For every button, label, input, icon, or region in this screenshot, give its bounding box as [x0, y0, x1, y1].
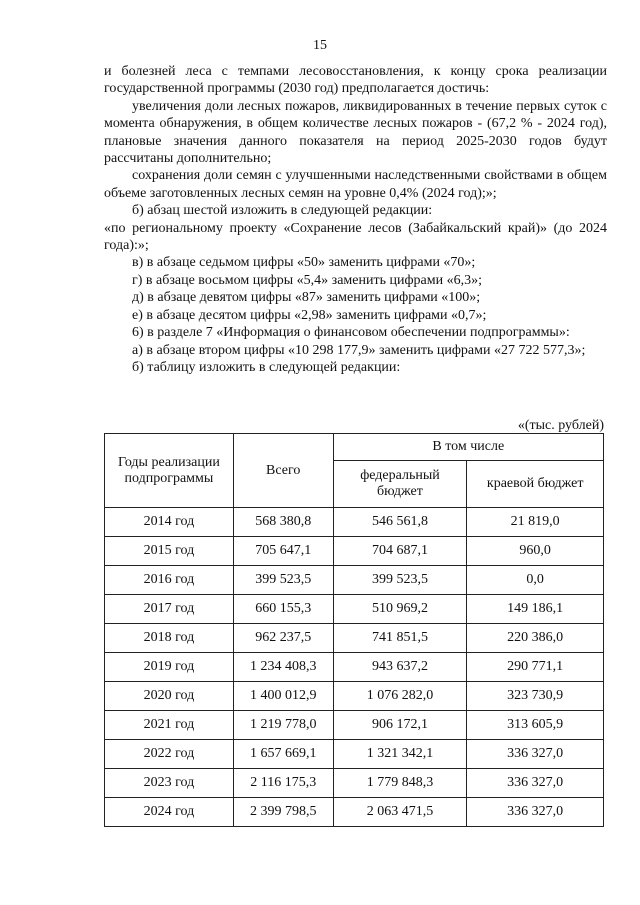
cell-total: 962 237,5 [233, 624, 333, 653]
cell-total: 2 116 175,3 [233, 769, 333, 798]
cell-total: 1 234 408,3 [233, 653, 333, 682]
paragraph: сохранения доли семян с улучшенными наследственными свойствами в общем объеме заготовленных лесных семян на уровне 0,4% (2024 год);»; [104, 168, 607, 201]
table-row [105, 740, 604, 769]
cell-year: 2024 год [105, 798, 234, 827]
cell-regional: 313 605,9 [467, 711, 604, 740]
cell-year: 2021 год [105, 711, 234, 740]
cell-regional: 149 186,1 [467, 595, 604, 624]
cell-regional: 336 327,0 [467, 798, 604, 827]
table-row [105, 537, 604, 566]
table-body [105, 508, 604, 827]
paragraph: а) в абзаце втором цифры «10 298 177,9» заменить цифрами «27 722 577,3»; [132, 342, 586, 358]
cell-year: 2015 год [105, 537, 234, 566]
table-row [105, 508, 604, 537]
cell-year: 2018 год [105, 624, 234, 653]
cell-federal: 1 076 282,0 [333, 682, 467, 711]
cell-federal: 943 637,2 [333, 653, 467, 682]
cell-total: 1 219 778,0 [233, 711, 333, 740]
cell-year: 2017 год [105, 595, 234, 624]
cell-total: 705 647,1 [233, 537, 333, 566]
cell-year: 2014 год [105, 508, 234, 537]
cell-federal: 399 523,5 [333, 566, 467, 595]
paragraph: д) в абзаце девятом цифры «87» заменить цифрами «100»; [132, 290, 481, 306]
paragraph: г) в абзаце восьмом цифры «5,4» заменить цифрами «6,3»; [132, 272, 482, 288]
header-total: Всего [233, 434, 333, 508]
cell-regional: 290 771,1 [467, 653, 604, 682]
cell-federal: 1 779 848,3 [333, 769, 467, 798]
paragraph: «по региональному проекту «Сохранение лесов (Забайкальский край)» (до 2024 года):»; [104, 220, 607, 254]
table-row [105, 769, 604, 798]
cell-total: 2 399 798,5 [233, 798, 333, 827]
units-label: «(тыс. рублей) [517, 418, 604, 433]
paragraph: б) абзац шестой изложить в следующей редакции: [132, 203, 433, 219]
cell-federal: 546 561,8 [333, 508, 467, 537]
cell-total: 1 657 669,1 [233, 740, 333, 769]
cell-year: 2020 год [105, 682, 234, 711]
table-row [105, 682, 604, 711]
cell-federal: 704 687,1 [333, 537, 467, 566]
body-text [104, 63, 607, 376]
table-row [105, 653, 604, 682]
funding-table [104, 433, 604, 827]
paragraph: и болезней леса с темпами лесовосстановления, к концу срока реализации государственной программы (2030 год) предполагается достичь: [104, 64, 607, 97]
cell-regional: 323 730,9 [467, 682, 604, 711]
cell-regional: 336 327,0 [467, 769, 604, 798]
cell-federal: 741 851,5 [333, 624, 467, 653]
paragraph: 6) в разделе 7 «Информация о финансовом обеспечении подпрограммы»: [132, 325, 570, 341]
cell-year: 2023 год [105, 769, 234, 798]
table-row [105, 798, 604, 827]
cell-federal: 510 969,2 [333, 595, 467, 624]
paragraph: б) таблицу изложить в следующей редакции: [132, 359, 401, 375]
paragraph: е) в абзаце десятом цифры «2,98» заменить цифрами «0,7»; [132, 307, 487, 323]
table-row [105, 624, 604, 653]
cell-regional: 336 327,0 [467, 740, 604, 769]
cell-total: 660 155,3 [233, 595, 333, 624]
cell-year: 2016 год [105, 566, 234, 595]
paragraph: увеличения доли лесных пожаров, ликвидированных в течение первых суток с момента обнаружения, в общем количестве лесных пожаров - (67,2 % - 2024 год), плановые значения данного показателя на период 2025-2030 годов будут рассчитаны дополнительно; [104, 98, 607, 167]
header-federal: федеральный бюджет [333, 461, 467, 508]
cell-total: 568 380,8 [233, 508, 333, 537]
cell-total: 399 523,5 [233, 566, 333, 595]
cell-federal: 1 321 342,1 [333, 740, 467, 769]
table-row [105, 711, 604, 740]
cell-total: 1 400 012,9 [233, 682, 333, 711]
header-regional: краевой бюджет [467, 461, 604, 508]
table-row [105, 566, 604, 595]
cell-regional: 960,0 [467, 537, 604, 566]
table-row [105, 595, 604, 624]
header-including: В том числе [333, 434, 603, 461]
cell-federal: 906 172,1 [333, 711, 467, 740]
paragraph: в) в абзаце седьмом цифры «50» заменить цифрами «70»; [132, 255, 476, 271]
cell-regional: 0,0 [467, 566, 604, 595]
cell-regional: 220 386,0 [467, 624, 604, 653]
cell-federal: 2 063 471,5 [333, 798, 467, 827]
cell-regional: 21 819,0 [467, 508, 604, 537]
page-number: 15 [313, 38, 327, 53]
cell-year: 2022 год [105, 740, 234, 769]
cell-year: 2019 год [105, 653, 234, 682]
header-years: Годы реализации подпрограммы [105, 434, 234, 508]
